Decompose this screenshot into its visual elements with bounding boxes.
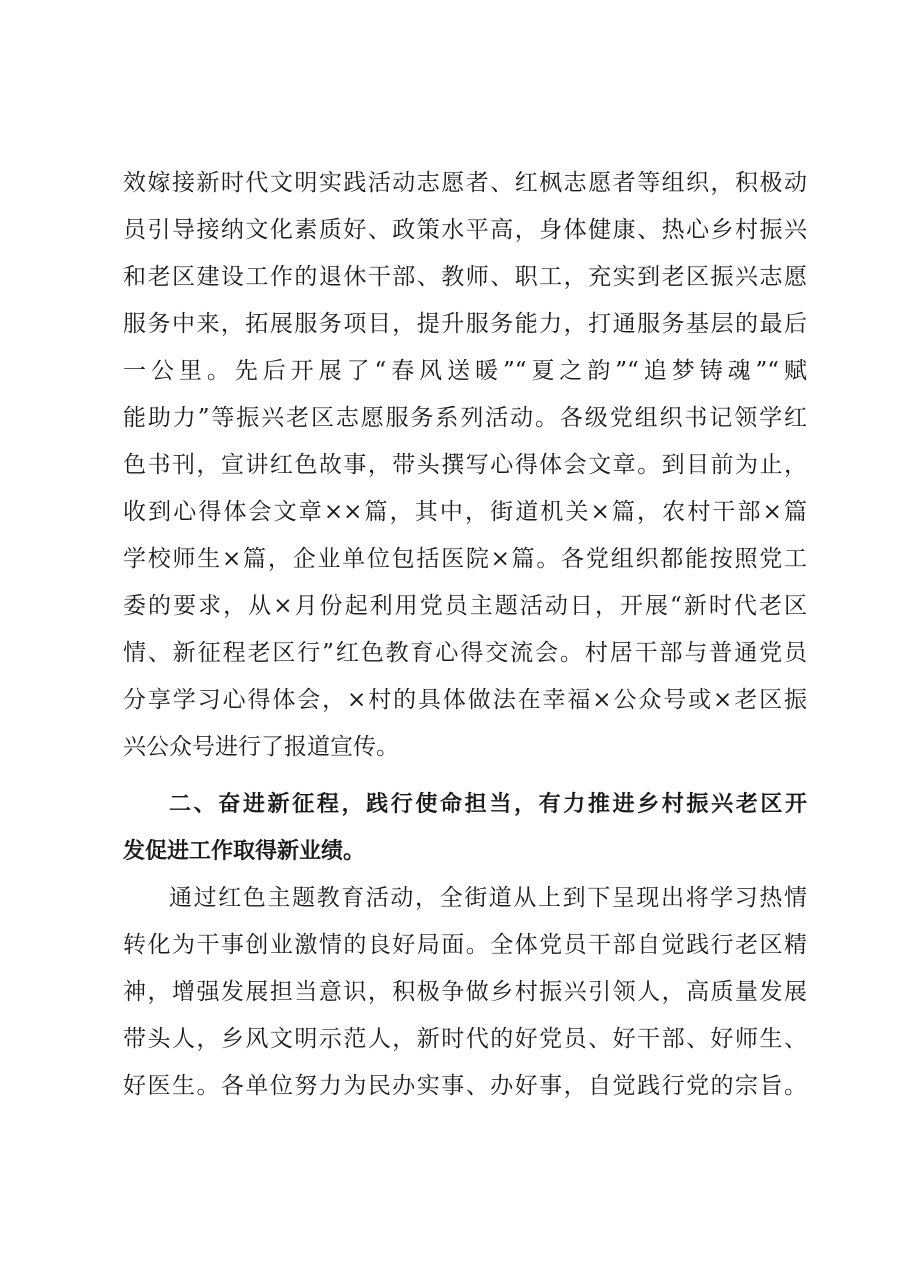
text-line: 情、新征程老区行”红色教育心得交流会。村居干部与普通党员: [123, 640, 807, 666]
text-line: 转化为干事创业激情的良好局面。全体党员干部自觉践行老区精: [123, 932, 807, 958]
text-line: 一公里。先后开展了“春风送暖”“夏之韵”“追梦铸魂”“赋: [123, 358, 807, 384]
text-line: 员引导接纳文化素质好、政策水平高，身体健康、热心乡村振兴: [123, 217, 807, 243]
text-line: 通过红色主题教育活动，全街道从上到下呈现出将学习热情: [169, 885, 807, 911]
text-line: 服务中来，拓展服务项目，提升服务能力，打通服务基层的最后: [123, 311, 807, 337]
section-heading: [123, 781, 807, 875]
text-line: 好医生。各单位努力为民办实事、办好事，自觉践行党的宗旨。: [123, 1073, 807, 1099]
text-line: 兴公众号进行了报道宣传。: [123, 734, 399, 760]
text-line: 收到心得体会文章××篇，其中，街道机关×篇，农村干部×篇: [123, 499, 807, 525]
paragraph-volunteer-service: [123, 160, 807, 771]
text-line: 和老区建设工作的退休干部、教师、职工，充实到老区振兴志愿: [123, 264, 807, 290]
heading-line: 发促进工作取得新业绩。: [123, 839, 366, 864]
text-line: 能助力”等振兴老区志愿服务系列活动。各级党组织书记领学红: [123, 405, 807, 431]
document-body: [123, 160, 807, 1110]
text-line: 效嫁接新时代文明实践活动志愿者、红枫志愿者等组织，积极动: [123, 170, 807, 196]
text-line: 色书刊，宣讲红色故事，带头撰写心得体会文章。到目前为止，: [123, 452, 807, 478]
heading-line: 二、奋进新征程，践行使命担当，有力推进乡村振兴老区开: [169, 792, 807, 817]
paragraph-red-education: [123, 875, 807, 1110]
text-line: 带头人，乡风文明示范人，新时代的好党员、好干部、好师生、: [123, 1026, 807, 1052]
text-line: 分享学习心得体会，×村的具体做法在幸福×公众号或×老区振: [123, 687, 807, 713]
text-line: 神，增强发展担当意识，积极争做乡村振兴引领人，高质量发展: [123, 979, 807, 1005]
text-line: 学校师生×篇，企业单位包括医院×篇。各党组织都能按照党工: [123, 546, 807, 572]
text-line: 委的要求，从×月份起利用党员主题活动日，开展“新时代老区: [123, 593, 807, 619]
